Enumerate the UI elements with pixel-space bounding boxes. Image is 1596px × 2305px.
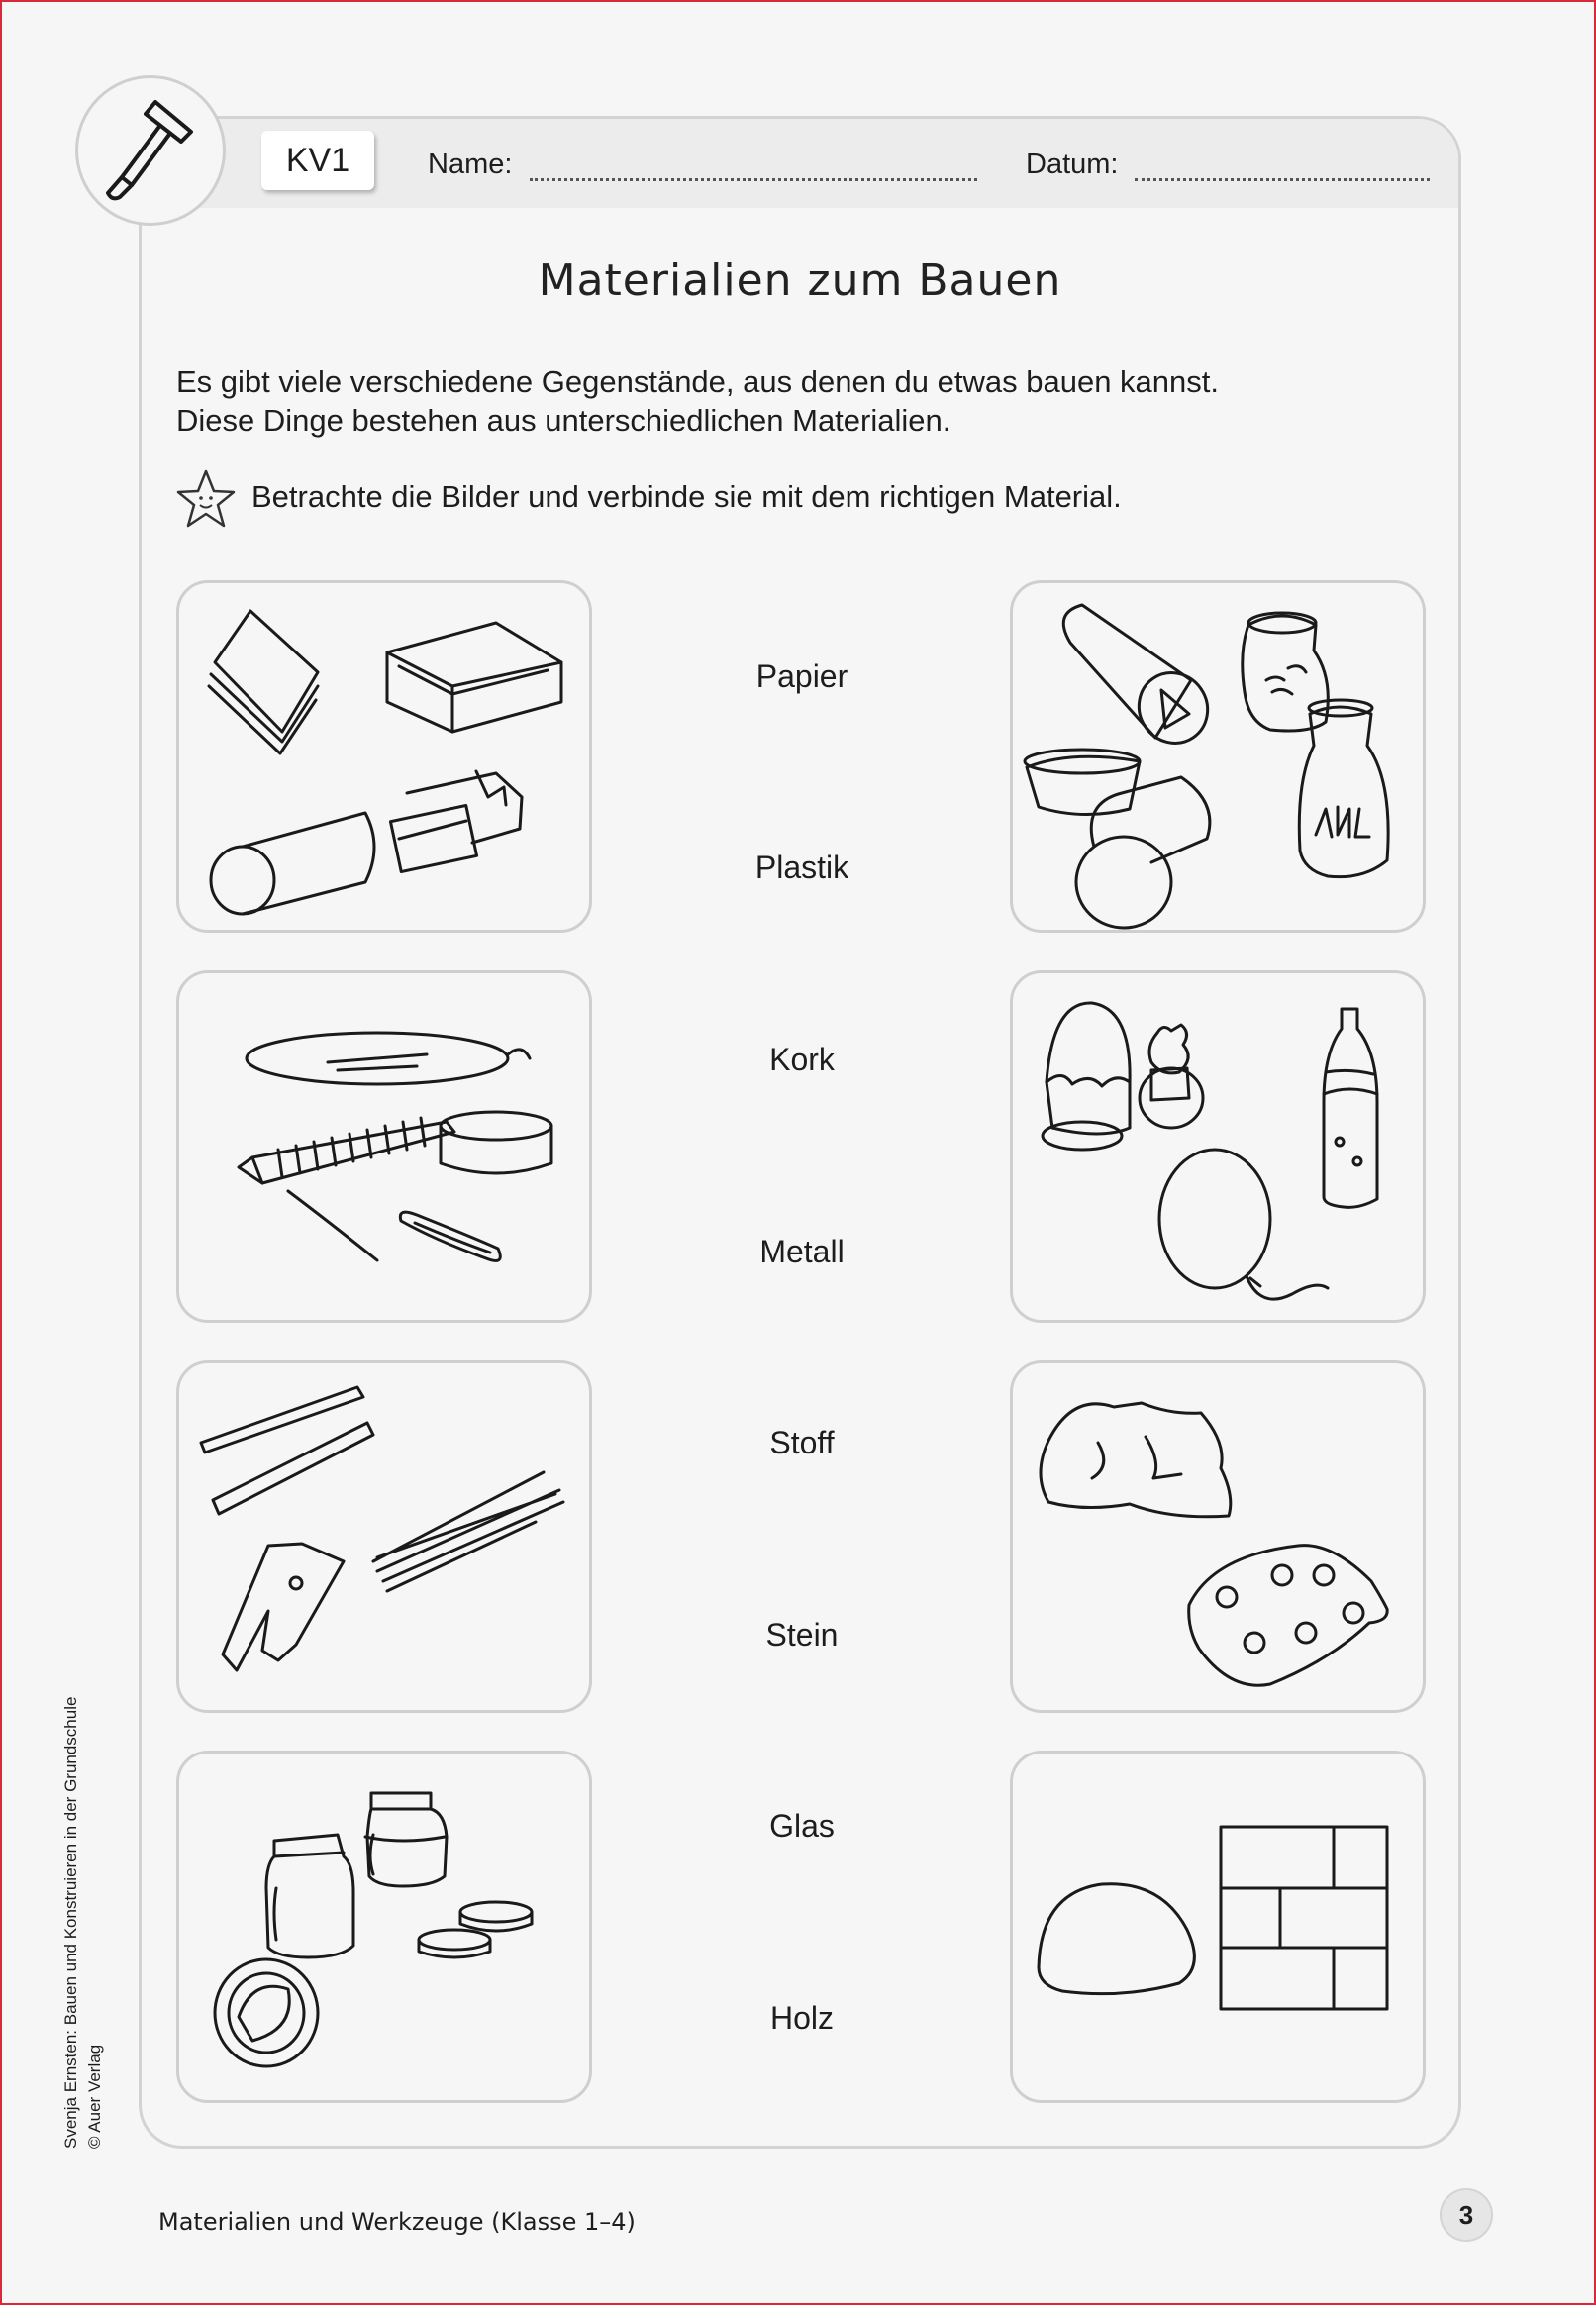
stone-items-icon <box>1013 1754 1429 2106</box>
picture-box-right-1[interactable] <box>1010 580 1426 933</box>
page-number-badge: 3 <box>1440 2188 1493 2242</box>
worksheet-code-badge: KV1 <box>261 131 374 190</box>
material-kork[interactable]: Kork <box>769 1042 835 1077</box>
picture-box-right-3[interactable] <box>1010 1360 1426 1713</box>
material-papier[interactable]: Papier <box>755 658 848 694</box>
credit-line-1: Svenja Ernsten: Bauen und Konstruieren in der Grundschule <box>61 1696 80 2149</box>
hammer-badge <box>75 75 226 226</box>
star-icon <box>174 467 238 531</box>
date-label: Datum: <box>1026 149 1119 180</box>
intro-line-1: Es gibt viele verschiedene Gegenstände, aus denen du etwas bauen kannst. <box>176 364 1220 399</box>
cork-items-icon <box>1013 583 1429 936</box>
picture-box-right-2[interactable] <box>1010 970 1426 1323</box>
picture-box-right-4[interactable] <box>1010 1751 1426 2103</box>
metal-items-icon <box>179 973 595 1326</box>
name-line[interactable] <box>530 178 977 181</box>
intro-text <box>176 362 1219 440</box>
hammer-icon <box>96 94 211 213</box>
header-band <box>188 119 1458 208</box>
material-stoff[interactable]: Stoff <box>769 1425 835 1460</box>
wood-items-icon <box>179 1363 595 1716</box>
copyright-credit <box>59 1697 107 2149</box>
task-instruction: Betrachte die Bilder und verbinde sie mit dem richtigen Material. <box>251 479 1122 514</box>
material-glas[interactable]: Glas <box>769 1808 835 1844</box>
plastic-items-icon <box>1013 973 1429 1326</box>
paper-items-icon <box>179 583 595 936</box>
credit-line-2: © Auer Verlag <box>85 2044 104 2149</box>
glass-items-icon <box>179 1754 595 2106</box>
date-line[interactable] <box>1135 178 1430 181</box>
name-label: Name: <box>428 149 513 180</box>
material-plastik[interactable]: Plastik <box>754 850 849 885</box>
picture-box-left-4[interactable] <box>176 1751 592 2103</box>
footer-title: Materialien und Werkzeuge (Klasse 1–4) <box>158 2208 636 2236</box>
picture-box-left-1[interactable] <box>176 580 592 933</box>
intro-line-2: Diese Dinge bestehen aus unterschiedlichen Materialien. <box>176 403 951 438</box>
picture-box-left-2[interactable] <box>176 970 592 1323</box>
material-holz[interactable]: Holz <box>769 2000 834 2036</box>
page-title: Materialien zum Bauen <box>538 255 1062 306</box>
material-stein[interactable]: Stein <box>765 1617 839 1653</box>
material-metall[interactable]: Metall <box>759 1234 845 1269</box>
fabric-items-icon <box>1013 1363 1429 1716</box>
picture-box-left-3[interactable] <box>176 1360 592 1713</box>
